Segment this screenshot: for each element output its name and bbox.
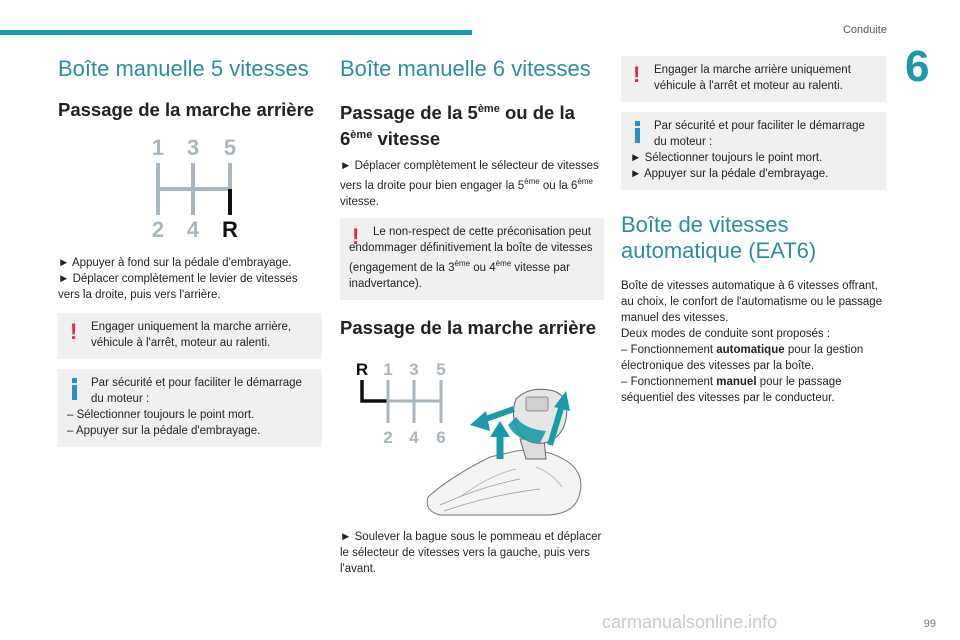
gear-label-reverse: R bbox=[222, 217, 238, 242]
gear-label: 5 bbox=[436, 359, 446, 379]
step: ► Déplacer complètement le sélecteur de vitesses vers la droite pour bien engager la 5ème ou la 6ème vitesse. bbox=[340, 160, 599, 209]
subsection-title: Passage de la 5ème ou de la 6ème vitesse bbox=[340, 102, 575, 150]
gear-label: 3 bbox=[409, 359, 419, 379]
info-icon bbox=[635, 121, 640, 143]
paragraph: Boîte de vitesses automatique à 6 vitesses offrant, au choix, le confort de l'automatisme ou le passage manuel des vitesses. bbox=[621, 280, 883, 324]
chapter-number: 6 bbox=[905, 42, 930, 91]
gear-label: 4 bbox=[186, 217, 200, 242]
gear-illustration-6 bbox=[340, 347, 604, 521]
warning-text: Engager la marche arrière uniquement véhicule à l'arrêt et moteur au ralenti. bbox=[654, 64, 851, 92]
header-accent-bar bbox=[0, 30, 472, 35]
warning-icon: ! bbox=[352, 224, 360, 250]
mode-item: – Fonctionnement manuel pour le passage séquentiel des vitesses par le conducteur. bbox=[621, 376, 842, 404]
mode-item: – Fonctionnement automatique pour la gestion électronique des vitesses par la boîte. bbox=[621, 344, 864, 372]
gear-label: 2 bbox=[151, 217, 165, 242]
warning-text: Le non-respect de cette préconisation peut endommager définitivement la boîte de vitesses (engagement de la 3ème ou 4ème vitesse par inadvertance). bbox=[349, 226, 593, 290]
warning-box bbox=[340, 218, 604, 300]
warning-text: Engager uniquement la marche arrière, véhicule à l'arrêt, moteur au ralenti. bbox=[91, 321, 292, 349]
gear-lever-illustration bbox=[427, 389, 581, 515]
info-text: Par sécurité et pour faciliter le démarrage du moteur : bbox=[654, 120, 865, 148]
gear-label: 4 bbox=[409, 427, 419, 447]
paragraph: Deux modes de conduite sont proposés : bbox=[621, 328, 831, 340]
gear-diagram-6 bbox=[340, 347, 604, 521]
info-text: Par sécurité et pour faciliter le démarrage du moteur : bbox=[91, 377, 302, 405]
info-box bbox=[621, 112, 886, 190]
info-item: ► Appuyer sur la pédale d'embrayage. bbox=[630, 168, 829, 180]
gear-label: 6 bbox=[436, 427, 446, 447]
section-title: Boîte de vitesses automatique (EAT6) bbox=[621, 212, 817, 263]
gear-diagram-5 bbox=[142, 133, 252, 243]
warning-box bbox=[58, 313, 322, 359]
gear-label-reverse: R bbox=[355, 359, 369, 379]
step: ► Appuyer à fond sur la pédale d'embrayage. bbox=[58, 257, 292, 269]
info-item: ► Sélectionner toujours le point mort. bbox=[630, 152, 823, 164]
info-item: – Appuyer sur la pédale d'embrayage. bbox=[67, 425, 261, 437]
info-box bbox=[58, 369, 322, 447]
subsection-title: Passage de la marche arrière bbox=[340, 316, 597, 338]
step: ► Soulever la bague sous le pommeau et déplacer le sélecteur de vitesses vers la gauche, puis vers l'avant. bbox=[340, 530, 602, 575]
section-title: Boîte manuelle 6 vitesses bbox=[340, 56, 591, 81]
reverse-path bbox=[362, 380, 388, 401]
column-manual-5 bbox=[58, 56, 322, 447]
warning-icon: ! bbox=[633, 62, 641, 87]
info-item: – Sélectionner toujours le point mort. bbox=[67, 409, 255, 421]
warning-box bbox=[621, 56, 886, 102]
section-title: Boîte manuelle 5 vitesses bbox=[58, 56, 309, 81]
column-notes-auto bbox=[621, 56, 886, 406]
watermark: carmanualsonline.info bbox=[602, 612, 778, 632]
chapter-title: Conduite bbox=[842, 24, 887, 36]
column-manual-6 bbox=[340, 56, 604, 577]
page-number: 99 bbox=[923, 618, 936, 630]
warning-icon: ! bbox=[70, 319, 78, 344]
subsection-title: Passage de la marche arrière bbox=[58, 99, 315, 120]
gear-label: 5 bbox=[223, 135, 237, 160]
info-icon bbox=[72, 378, 77, 400]
lift-arrow-head bbox=[490, 421, 510, 437]
gear-label: 3 bbox=[186, 135, 200, 160]
gear-label: 1 bbox=[151, 135, 165, 160]
gear-label: 1 bbox=[383, 359, 393, 379]
gear-label: 2 bbox=[383, 427, 393, 447]
step: ► Déplacer complètement le levier de vitesses vers la droite, puis vers l'arrière. bbox=[58, 273, 298, 301]
left-arrow-head bbox=[470, 411, 490, 431]
